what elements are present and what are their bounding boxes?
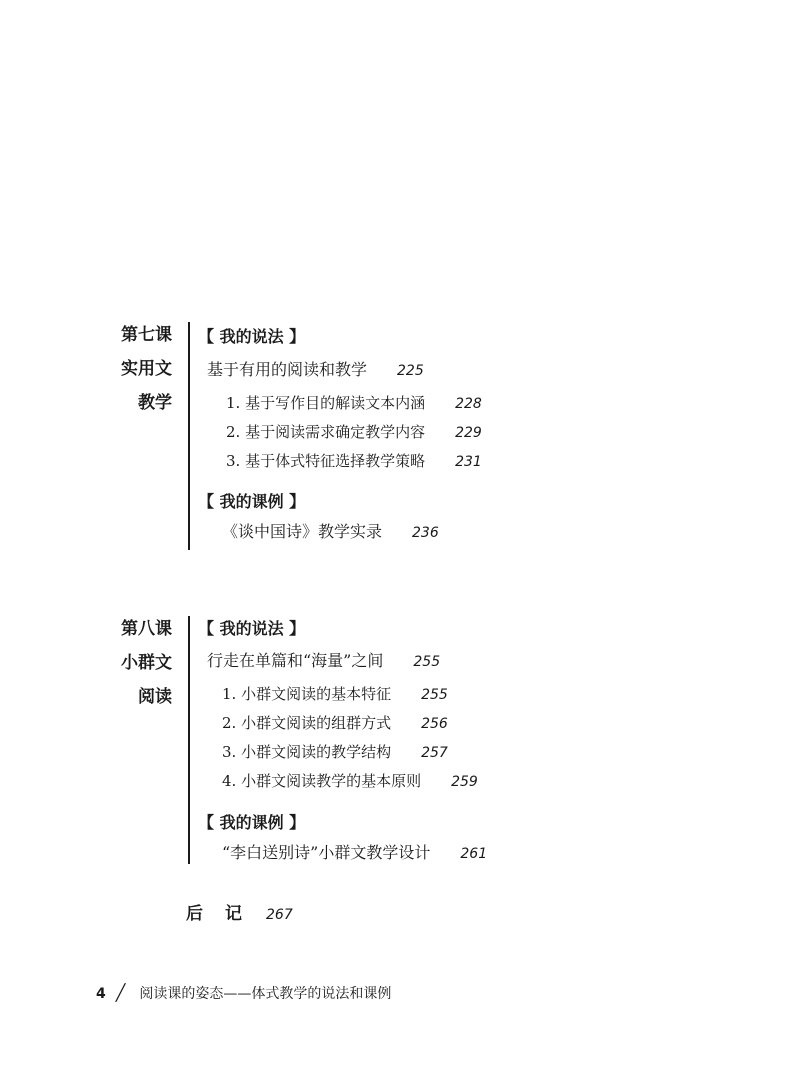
entry-title: 1. 小群文阅读的基本特征 <box>222 685 392 703</box>
lesson-8-main-entry[interactable] <box>207 651 440 672</box>
entry-title: 2. 小群文阅读的组群方式 <box>222 714 392 732</box>
entry-page: 256 <box>421 716 448 732</box>
lesson-7-main-entry[interactable] <box>207 360 424 381</box>
afterword-char-2: 记 <box>225 904 242 924</box>
lesson-8-label-line-2: 小群文 <box>121 653 172 673</box>
entry-page: 255 <box>421 687 448 703</box>
lesson-8-item-2[interactable] <box>222 713 448 734</box>
lesson-7-section-case: 【 我的课例 】 <box>198 492 306 511</box>
lesson-8-case-entry[interactable] <box>222 843 487 864</box>
entry-page: 257 <box>421 745 448 761</box>
afterword-page: 267 <box>266 907 293 923</box>
lesson-7-label-line-1: 第七课 <box>121 325 172 345</box>
lesson-8-item-1[interactable] <box>222 684 448 705</box>
entry-title: 3. 基于体式特征选择教学策略 <box>226 452 426 470</box>
lesson-8-item-4[interactable] <box>222 771 478 792</box>
lesson-7-item-2[interactable] <box>226 422 482 443</box>
lesson-7-label <box>52 318 172 420</box>
page-footer <box>96 983 391 1003</box>
lesson-7-label-line-2: 实用文 <box>121 359 172 379</box>
entry-page: 261 <box>460 846 488 862</box>
entry-page: 228 <box>455 396 482 412</box>
lesson-8-item-3[interactable] <box>222 742 448 763</box>
lesson-8-label-line-1: 第八课 <box>121 619 172 639</box>
lesson-7-label-line-3: 教学 <box>138 393 172 413</box>
footer-separator: ╱ <box>115 983 126 1002</box>
entry-title: “李白送别诗”小群文教学设计 <box>222 843 431 862</box>
lesson-7-item-3[interactable] <box>226 451 482 472</box>
afterword-entry[interactable] <box>186 899 293 924</box>
lesson-7-divider <box>188 322 190 550</box>
lesson-8-label <box>52 612 172 714</box>
lesson-7-section-view: 【 我的说法 】 <box>198 327 306 346</box>
entry-title: 行走在单篇和“海量”之间 <box>207 651 384 670</box>
entry-page: 255 <box>413 654 441 670</box>
entry-page: 236 <box>412 525 439 541</box>
lesson-7-item-1[interactable] <box>226 393 482 414</box>
entry-title: 《谈中国诗》教学实录 <box>222 522 383 541</box>
entry-title: 3. 小群文阅读的教学结构 <box>222 743 392 761</box>
footer-page-number: 4 <box>96 986 106 1002</box>
lesson-8-divider <box>188 616 190 864</box>
entry-page: 259 <box>451 774 478 790</box>
lesson-7-case-entry[interactable] <box>222 522 439 543</box>
afterword-char-1: 后 <box>186 904 203 924</box>
lesson-8-section-case: 【 我的课例 】 <box>198 813 306 832</box>
entry-title: 2. 基于阅读需求确定教学内容 <box>226 423 426 441</box>
entry-page: 229 <box>455 425 482 441</box>
lesson-8-label-line-3: 阅读 <box>138 687 172 707</box>
lesson-8-section-view: 【 我的说法 】 <box>198 619 306 638</box>
footer-book-title: 阅读课的姿态——体式教学的说法和课例 <box>139 986 392 1002</box>
entry-page: 231 <box>455 454 482 470</box>
entry-title: 4. 小群文阅读教学的基本原则 <box>222 772 422 790</box>
entry-page: 225 <box>397 363 424 379</box>
entry-title: 1. 基于写作目的解读文本内涵 <box>226 394 426 412</box>
entry-title: 基于有用的阅读和教学 <box>207 360 368 379</box>
